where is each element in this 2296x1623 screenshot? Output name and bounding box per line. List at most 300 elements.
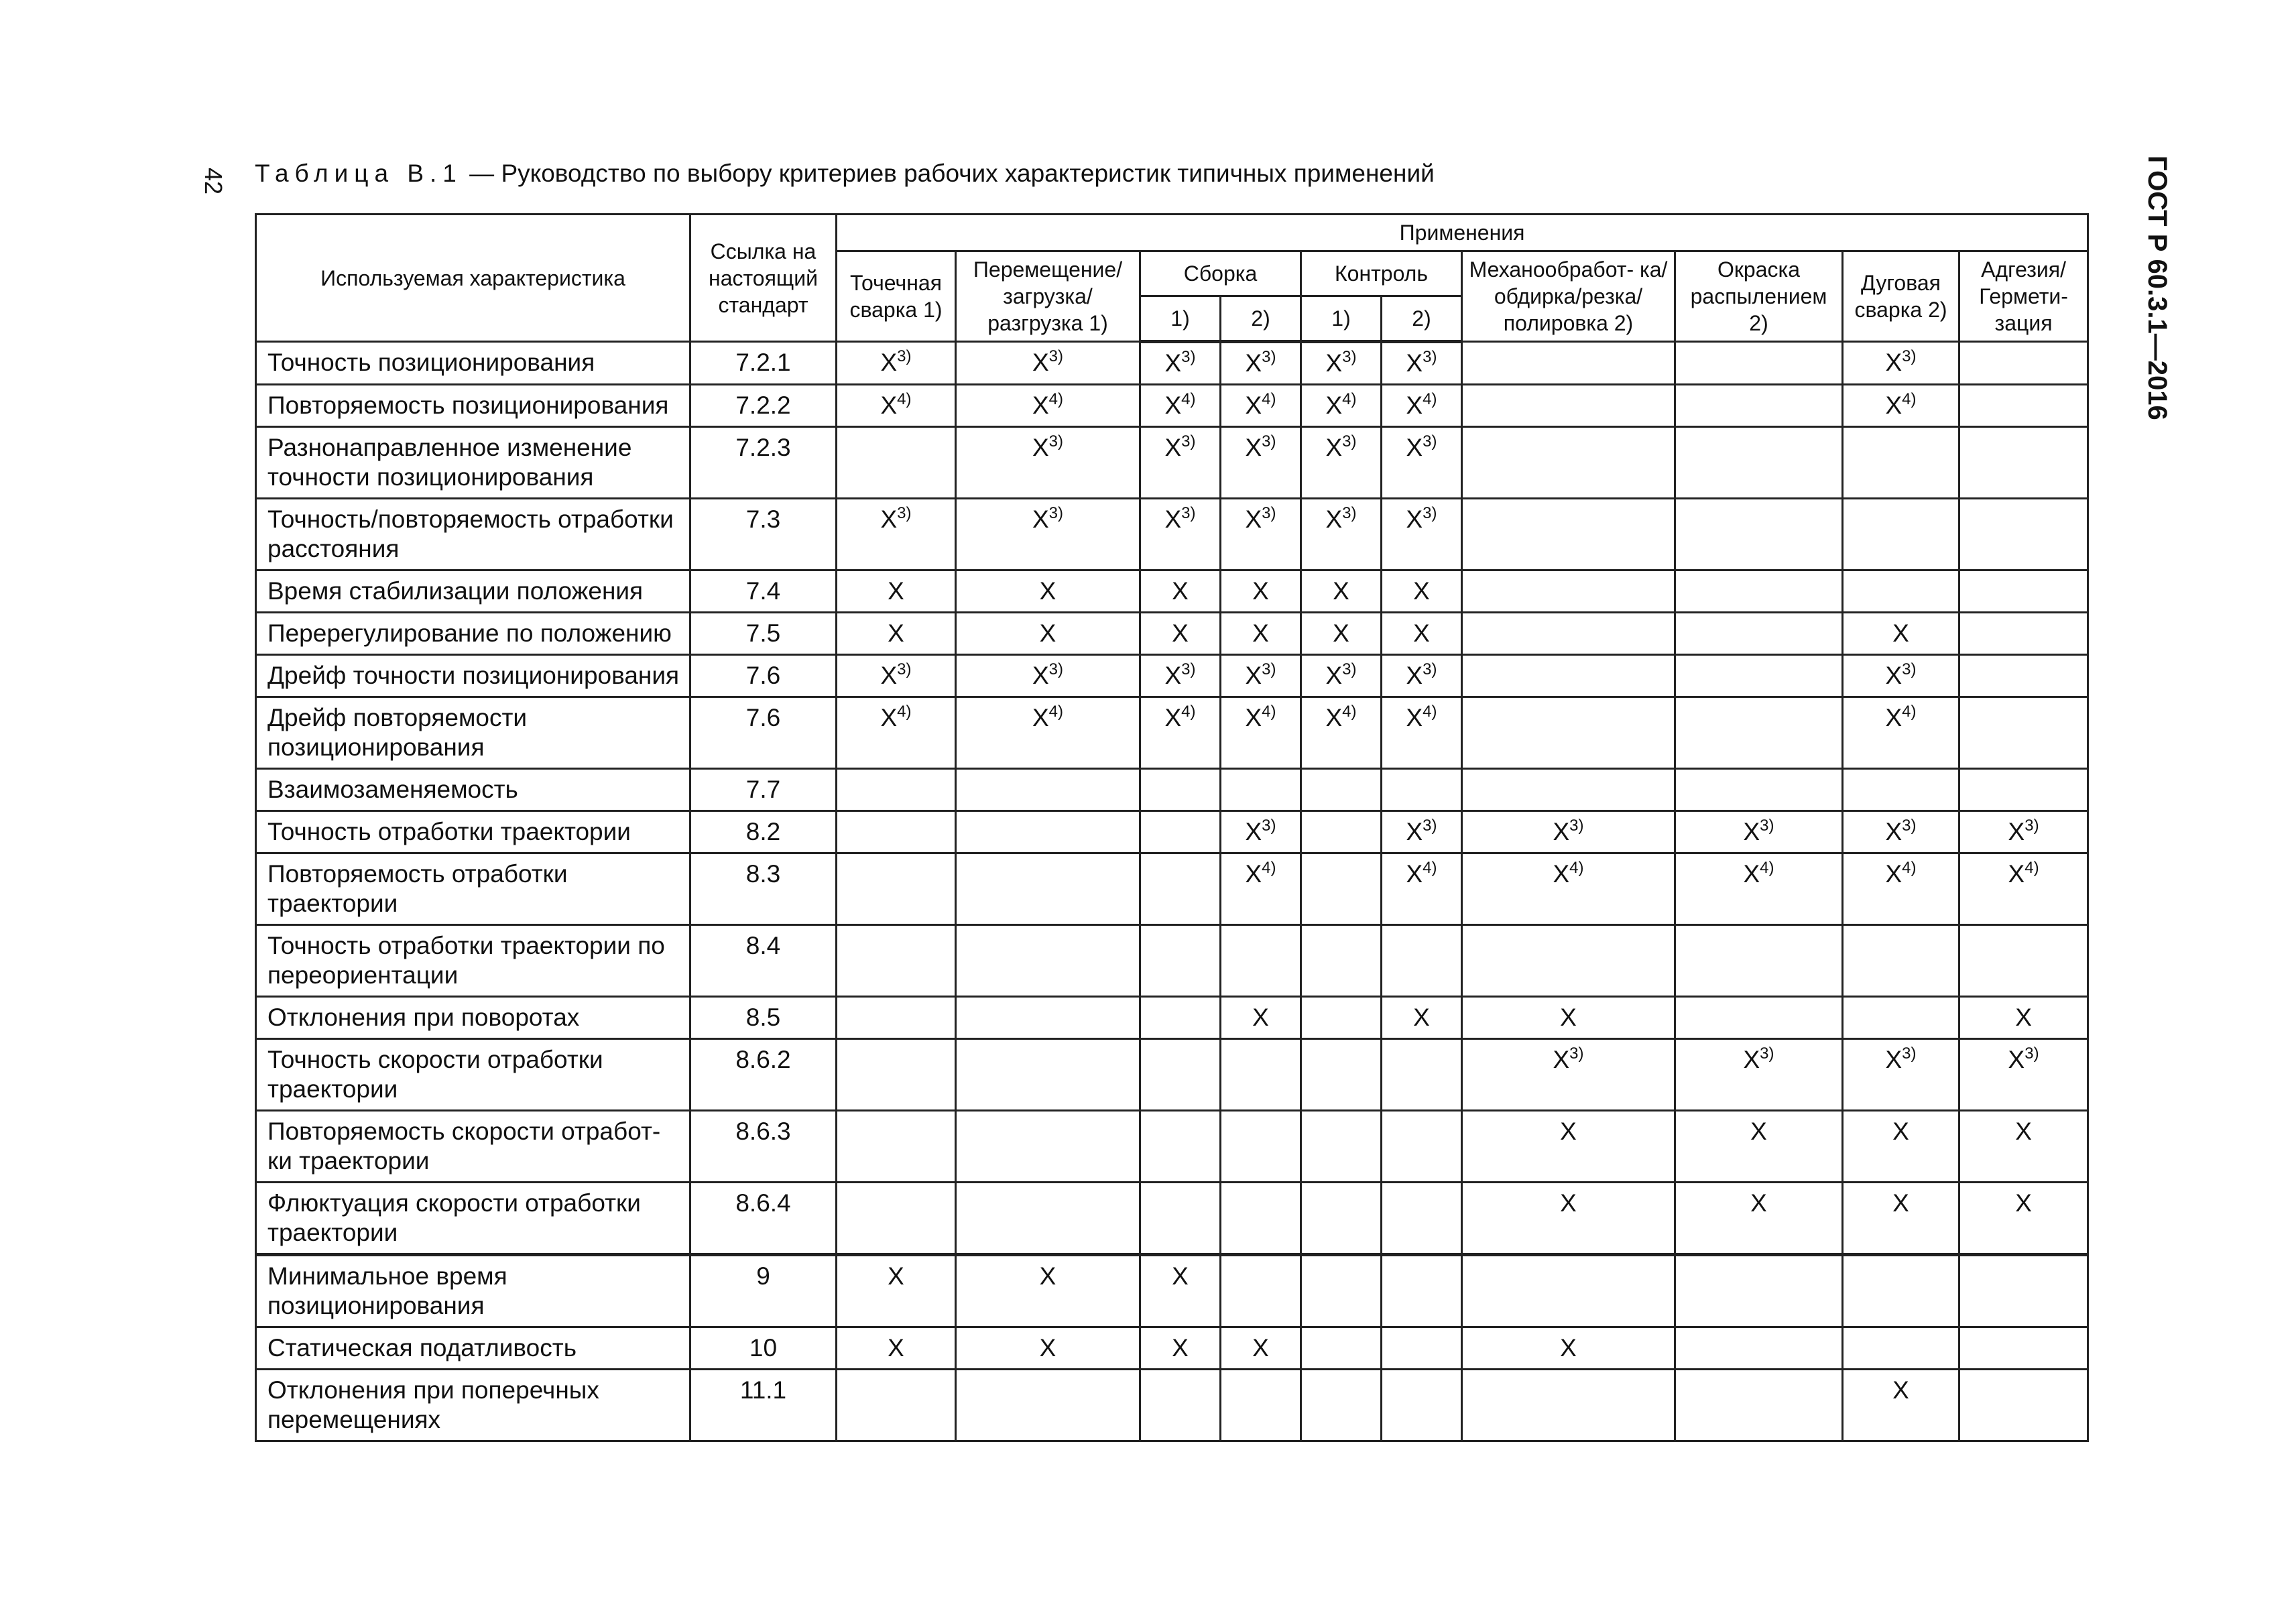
footnote-ref: 4) (1423, 390, 1437, 408)
characteristic-cell: Точность отработки траектории (256, 811, 690, 853)
reference-cell: 8.4 (690, 925, 837, 997)
application-mark-cell (956, 427, 1140, 499)
application-mark-cell (1301, 1183, 1382, 1255)
application-mark-cell (1675, 1327, 1843, 1370)
application-mark-cell (1462, 1183, 1675, 1255)
footnote-ref: 3) (1902, 347, 1917, 365)
x-mark: X (880, 505, 898, 533)
footnote-ref: 3) (897, 504, 912, 522)
x-mark: X (1892, 1376, 1909, 1404)
x-mark: X (1252, 1004, 1269, 1031)
application-mark-cell (1843, 1183, 1959, 1255)
application-mark-cell (1843, 655, 1959, 697)
application-mark-cell (1959, 1111, 2088, 1183)
application-mark-cell (1382, 1255, 1462, 1327)
x-mark: X (2015, 1004, 2032, 1031)
footnote-ref: 3) (1423, 817, 1437, 835)
reference-cell: 7.4 (690, 570, 837, 613)
application-mark-cell (1675, 499, 1843, 570)
footnote-ref: 3) (1181, 432, 1196, 450)
application-mark-cell (1843, 1111, 1959, 1183)
application-mark-cell (1462, 1327, 1675, 1370)
application-mark-cell (956, 1255, 1140, 1327)
application-mark-cell (1843, 1255, 1959, 1327)
application-mark-cell (1959, 1183, 2088, 1255)
application-mark-cell (837, 427, 956, 499)
x-mark: X (1245, 505, 1262, 533)
application-mark-cell (1959, 570, 2088, 613)
footnote-ref: 3) (2025, 1044, 2039, 1063)
x-mark: X (880, 349, 898, 376)
application-mark-cell (1462, 499, 1675, 570)
application-mark-cell (1382, 1039, 1462, 1111)
reference-cell: 11.1 (690, 1370, 837, 1441)
x-mark: X (1252, 1334, 1269, 1362)
x-mark: X (1892, 1118, 1909, 1145)
characteristic-cell: Статическая податливость (256, 1327, 690, 1370)
x-mark: X (1406, 662, 1423, 689)
application-mark-cell (1843, 499, 1959, 570)
footnote-ref: 3) (1342, 348, 1357, 366)
application-mark-cell (1382, 1370, 1462, 1441)
application-mark-cell (837, 499, 956, 570)
table-row (256, 769, 2088, 811)
header-spot-welding: Точечная сварка 1) (837, 251, 956, 342)
footnote-ref: 4) (897, 703, 912, 721)
application-mark-cell (1140, 853, 1221, 925)
application-mark-cell (1382, 769, 1462, 811)
application-mark-cell (837, 925, 956, 997)
x-mark: X (1333, 577, 1349, 605)
page-number: 42 (200, 168, 227, 195)
application-mark-cell (1221, 697, 1301, 769)
x-mark: X (1750, 1189, 1767, 1217)
table-row (256, 499, 2088, 570)
application-mark-cell (1301, 811, 1382, 853)
application-mark-cell (1843, 769, 1959, 811)
footnote-ref: 3) (1262, 432, 1276, 450)
x-mark: X (1172, 619, 1189, 647)
application-mark-cell (1675, 997, 1843, 1039)
footnote-ref: 3) (2025, 817, 2039, 835)
application-mark-cell (1301, 655, 1382, 697)
application-mark-cell (1462, 385, 1675, 427)
characteristic-cell: Время стабилизации положения (256, 570, 690, 613)
table-row (256, 1111, 2088, 1183)
x-mark: X (1325, 434, 1343, 461)
application-mark-cell (1675, 385, 1843, 427)
application-mark-cell (1140, 427, 1221, 499)
x-mark: X (1413, 1004, 1430, 1031)
application-mark-cell (1959, 697, 2088, 769)
application-mark-cell (837, 613, 956, 655)
x-mark: X (1325, 392, 1343, 419)
x-mark: X (1164, 349, 1182, 377)
table-body (256, 342, 2088, 1441)
x-mark: X (1560, 1334, 1577, 1362)
reference-cell: 7.5 (690, 613, 837, 655)
x-mark: X (1885, 349, 1902, 376)
x-mark: X (1032, 349, 1049, 376)
application-mark-cell (837, 655, 956, 697)
application-mark-cell (1382, 613, 1462, 655)
application-mark-cell (837, 769, 956, 811)
x-mark: X (1560, 1118, 1577, 1145)
application-mark-cell (1959, 769, 2088, 811)
application-mark-cell (1462, 1111, 1675, 1183)
application-mark-cell (1675, 427, 1843, 499)
header-inspection: Контроль (1301, 251, 1462, 296)
x-mark: X (888, 577, 904, 605)
application-mark-cell (956, 1183, 1140, 1255)
application-mark-cell (1462, 1370, 1675, 1441)
footnote-ref: 3) (1262, 660, 1276, 678)
header-assembly-1: 1) (1140, 296, 1221, 341)
x-mark: X (1743, 860, 1760, 888)
x-mark: X (2015, 1189, 2032, 1217)
x-mark: X (1885, 704, 1902, 731)
footnote-ref: 4) (1902, 703, 1917, 721)
x-mark: X (1245, 860, 1262, 888)
application-mark-cell (1462, 613, 1675, 655)
application-mark-cell (956, 1370, 1140, 1441)
application-mark-cell (1382, 342, 1462, 385)
x-mark: X (1325, 662, 1343, 689)
application-mark-cell (1301, 769, 1382, 811)
header-inspection-2: 2) (1382, 296, 1462, 341)
application-mark-cell (1382, 1183, 1462, 1255)
x-mark: X (888, 619, 904, 647)
application-mark-cell (837, 1183, 956, 1255)
application-mark-cell (1843, 570, 1959, 613)
application-mark-cell (1221, 769, 1301, 811)
application-mark-cell (956, 1111, 1140, 1183)
application-mark-cell (1382, 997, 1462, 1039)
footnote-ref: 3) (1902, 660, 1917, 678)
header-assembly: Сборка (1140, 251, 1301, 296)
header-reference: Ссылка на настоящий стандарт (690, 215, 837, 342)
characteristic-cell: Разнонаправленное изменение точности позиционирования (256, 427, 690, 499)
application-mark-cell (1959, 1370, 2088, 1441)
application-mark-cell (1140, 1111, 1221, 1183)
application-mark-cell (1140, 1039, 1221, 1111)
application-mark-cell (1221, 427, 1301, 499)
application-mark-cell (1959, 499, 2088, 570)
x-mark: X (1032, 392, 1049, 419)
application-mark-cell (1675, 1255, 1843, 1327)
application-mark-cell (1140, 385, 1221, 427)
x-mark: X (1885, 662, 1902, 689)
x-mark: X (1164, 662, 1182, 689)
footnote-ref: 3) (1342, 432, 1357, 450)
footnote-ref: 4) (1902, 859, 1917, 877)
footnote-ref: 4) (1423, 859, 1437, 877)
header-applications: Применения (837, 215, 2088, 251)
x-mark: X (1252, 619, 1269, 647)
footnote-ref: 4) (1902, 390, 1917, 408)
application-mark-cell (1140, 1327, 1221, 1370)
application-mark-cell (837, 697, 956, 769)
x-mark: X (1172, 1334, 1189, 1362)
reference-cell: 8.6.2 (690, 1039, 837, 1111)
table-row (256, 613, 2088, 655)
characteristic-cell: Точность позиционирования (256, 342, 690, 385)
application-mark-cell (1382, 570, 1462, 613)
footnote-ref: 4) (1342, 390, 1357, 408)
x-mark: X (1885, 818, 1902, 845)
application-mark-cell (956, 697, 1140, 769)
footnote-ref: 3) (1048, 504, 1064, 522)
application-mark-cell (1301, 1327, 1382, 1370)
application-mark-cell (1140, 655, 1221, 697)
table-row (256, 1370, 2088, 1441)
application-mark-cell (1221, 1183, 1301, 1255)
application-mark-cell (1301, 427, 1382, 499)
application-mark-cell (1462, 853, 1675, 925)
application-mark-cell (1301, 1370, 1382, 1441)
application-mark-cell (1959, 342, 2088, 385)
footnote-ref: 4) (1760, 859, 1774, 877)
application-mark-cell (1221, 385, 1301, 427)
application-mark-cell (1843, 342, 1959, 385)
application-mark-cell (1382, 853, 1462, 925)
x-mark: X (1032, 434, 1049, 461)
footnote-ref: 3) (1569, 1044, 1584, 1063)
table-row (256, 1327, 2088, 1370)
application-mark-cell (1675, 1111, 1843, 1183)
application-mark-cell (1382, 499, 1462, 570)
table-row (256, 655, 2088, 697)
table-row (256, 697, 2088, 769)
application-mark-cell (1382, 655, 1462, 697)
application-mark-cell (956, 997, 1140, 1039)
application-mark-cell (1959, 1039, 2088, 1111)
application-mark-cell (1959, 655, 2088, 697)
application-mark-cell (1959, 427, 2088, 499)
application-mark-cell (1382, 925, 1462, 997)
x-mark: X (1172, 1262, 1189, 1290)
application-mark-cell (837, 342, 956, 385)
application-mark-cell (1843, 997, 1959, 1039)
footnote-ref: 4) (1423, 703, 1437, 721)
application-mark-cell (1843, 697, 1959, 769)
application-mark-cell (1221, 613, 1301, 655)
application-mark-cell (1675, 1039, 1843, 1111)
application-mark-cell (956, 853, 1140, 925)
footnote-ref: 3) (1181, 504, 1196, 522)
characteristic-cell: Точность отработки траектории по переориентации (256, 925, 690, 997)
application-mark-cell (837, 853, 956, 925)
application-mark-cell (1221, 570, 1301, 613)
reference-cell: 7.7 (690, 769, 837, 811)
x-mark: X (1325, 505, 1343, 533)
footnote-ref: 3) (1262, 504, 1276, 522)
application-mark-cell (956, 811, 1140, 853)
x-mark: X (1406, 505, 1423, 533)
x-mark: X (1560, 1004, 1577, 1031)
x-mark: X (1333, 619, 1349, 647)
x-mark: X (1413, 619, 1430, 647)
table-row (256, 811, 2088, 853)
footnote-ref: 4) (1262, 390, 1276, 408)
x-mark: X (2008, 860, 2025, 888)
footnote-ref: 4) (1181, 703, 1196, 721)
characteristic-cell: Повторяемость скорости отработ- ки траектории (256, 1111, 690, 1183)
application-mark-cell (1462, 697, 1675, 769)
application-mark-cell (837, 1039, 956, 1111)
application-mark-cell (837, 997, 956, 1039)
reference-cell: 8.2 (690, 811, 837, 853)
x-mark: X (1560, 1189, 1577, 1217)
table-row (256, 342, 2088, 385)
application-mark-cell (1140, 499, 1221, 570)
application-mark-cell (1959, 925, 2088, 997)
table-row (256, 570, 2088, 613)
application-mark-cell (837, 1111, 956, 1183)
application-mark-cell (1301, 1039, 1382, 1111)
table-row (256, 1183, 2088, 1255)
footnote-ref: 3) (1423, 504, 1437, 522)
reference-cell: 7.3 (690, 499, 837, 570)
x-mark: X (1039, 1334, 1056, 1362)
application-mark-cell (1140, 997, 1221, 1039)
x-mark: X (1413, 577, 1430, 605)
footnote-ref: 3) (1760, 817, 1774, 835)
footnote-ref: 3) (1048, 347, 1064, 365)
footnote-ref: 3) (1569, 817, 1584, 835)
application-mark-cell (1462, 811, 1675, 853)
x-mark: X (1406, 860, 1423, 888)
application-mark-cell (956, 570, 1140, 613)
application-mark-cell (1301, 1111, 1382, 1183)
footnote-ref: 3) (1423, 432, 1437, 450)
application-mark-cell (1462, 925, 1675, 997)
application-mark-cell (1843, 385, 1959, 427)
footnote-ref: 4) (2025, 859, 2039, 877)
application-mark-cell (1382, 1327, 1462, 1370)
application-mark-cell (1843, 613, 1959, 655)
application-mark-cell (956, 1039, 1140, 1111)
application-mark-cell (1675, 769, 1843, 811)
x-mark: X (1406, 392, 1423, 419)
application-mark-cell (1221, 1370, 1301, 1441)
reference-cell: 9 (690, 1255, 837, 1327)
application-mark-cell (1462, 769, 1675, 811)
x-mark: X (1032, 505, 1049, 533)
x-mark: X (1245, 349, 1262, 377)
x-mark: X (1406, 349, 1423, 377)
application-mark-cell (1462, 1255, 1675, 1327)
application-mark-cell (837, 385, 956, 427)
application-mark-cell (1959, 997, 2088, 1039)
footnote-ref: 3) (1262, 817, 1276, 835)
reference-cell: 7.2.3 (690, 427, 837, 499)
footnote-ref: 4) (1569, 859, 1584, 877)
reference-cell: 8.6.4 (690, 1183, 837, 1255)
footnote-ref: 3) (1048, 660, 1064, 678)
application-mark-cell (1140, 697, 1221, 769)
application-mark-cell (1221, 925, 1301, 997)
application-mark-cell (837, 811, 956, 853)
x-mark: X (1039, 577, 1056, 605)
application-mark-cell (1301, 697, 1382, 769)
footnote-ref: 3) (1760, 1044, 1774, 1063)
footnote-ref: 3) (897, 347, 912, 365)
characteristic-cell: Минимальное время позиционирования (256, 1255, 690, 1327)
x-mark: X (1553, 818, 1570, 845)
footnote-ref: 3) (1181, 348, 1196, 366)
application-mark-cell (1221, 997, 1301, 1039)
application-mark-cell (1675, 655, 1843, 697)
reference-cell: 8.3 (690, 853, 837, 925)
application-mark-cell (1675, 697, 1843, 769)
x-mark: X (880, 662, 898, 689)
application-mark-cell (837, 1370, 956, 1441)
application-mark-cell (1382, 385, 1462, 427)
application-mark-cell (1462, 570, 1675, 613)
footnote-ref: 3) (1181, 660, 1196, 678)
application-mark-cell (1462, 1039, 1675, 1111)
characteristic-cell: Точность/повторяемость отработки расстояния (256, 499, 690, 570)
application-mark-cell (1462, 997, 1675, 1039)
x-mark: X (1750, 1118, 1767, 1145)
x-mark: X (880, 392, 898, 419)
x-mark: X (1164, 392, 1182, 419)
table-row (256, 925, 2088, 997)
characteristic-cell: Точность скорости отработки траектории (256, 1039, 690, 1111)
x-mark: X (2015, 1118, 2032, 1145)
x-mark: X (1743, 1046, 1760, 1073)
application-mark-cell (1301, 925, 1382, 997)
x-mark: X (1245, 392, 1262, 419)
table-row (256, 1039, 2088, 1111)
footnote-ref: 3) (1342, 504, 1357, 522)
application-mark-cell (1462, 342, 1675, 385)
criteria-table (255, 213, 2089, 1442)
application-mark-cell (1301, 853, 1382, 925)
application-mark-cell (1221, 1255, 1301, 1327)
x-mark: X (1406, 704, 1423, 731)
footnote-ref: 4) (1048, 703, 1064, 721)
application-mark-cell (1675, 613, 1843, 655)
footnote-ref: 4) (1342, 703, 1357, 721)
characteristic-cell: Дрейф повторяемости позиционирования (256, 697, 690, 769)
x-mark: X (1245, 704, 1262, 731)
application-mark-cell (837, 570, 956, 613)
application-mark-cell (1843, 1039, 1959, 1111)
reference-cell: 8.5 (690, 997, 837, 1039)
application-mark-cell (1221, 499, 1301, 570)
application-mark-cell (1140, 1255, 1221, 1327)
header-spray-painting: Окраска распылением 2) (1675, 251, 1843, 342)
application-mark-cell (1221, 811, 1301, 853)
application-mark-cell (956, 385, 1140, 427)
table-caption-text: — Руководство по выбору критериев рабочих характеристик типичных применений (462, 160, 1435, 187)
x-mark: X (2008, 1046, 2025, 1073)
application-mark-cell (956, 655, 1140, 697)
application-mark-cell (1140, 613, 1221, 655)
application-mark-cell (956, 613, 1140, 655)
application-mark-cell (837, 1327, 956, 1370)
characteristic-cell: Взаимозаменяемость (256, 769, 690, 811)
footnote-ref: 4) (1262, 703, 1276, 721)
x-mark: X (888, 1334, 904, 1362)
header-characteristic: Используемая характеристика (256, 215, 690, 342)
application-mark-cell (1843, 1327, 1959, 1370)
reference-cell: 7.2.2 (690, 385, 837, 427)
header-assembly-2: 2) (1221, 296, 1301, 341)
characteristic-cell: Флюктуация скорости отработки траектории (256, 1183, 690, 1255)
